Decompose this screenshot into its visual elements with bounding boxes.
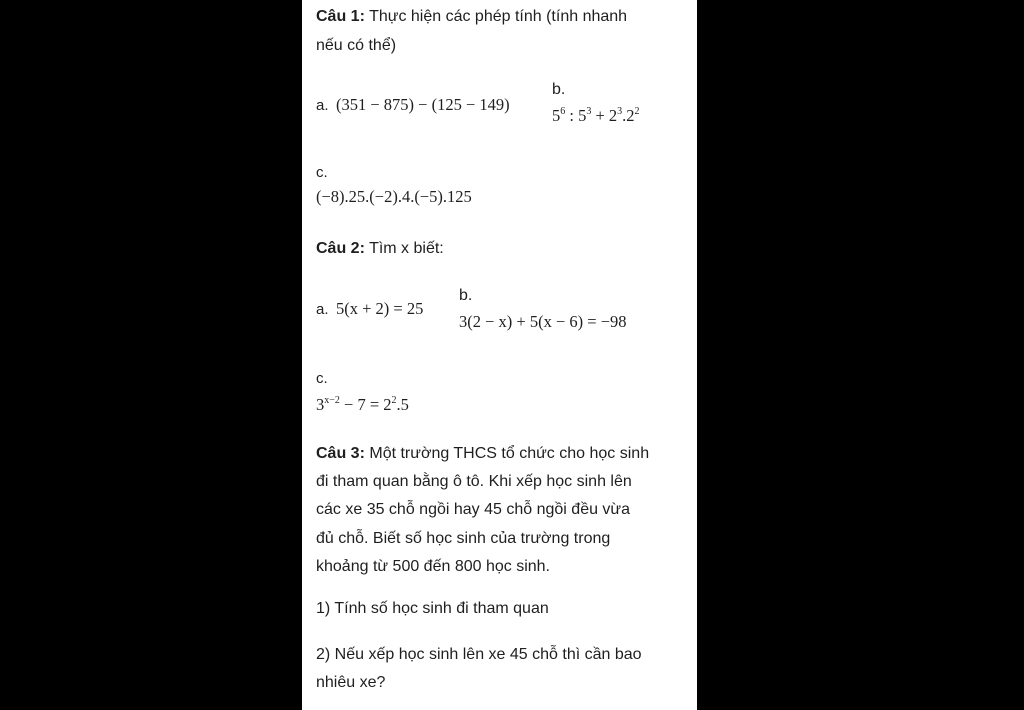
q1-heading: Câu 1:: [316, 8, 365, 25]
q1-b-exp4: 2: [634, 106, 640, 117]
q3-heading: Câu 3:: [316, 445, 365, 462]
q1-a-row: [316, 95, 510, 116]
q3-text-line1: Một trường THCS tổ chức cho học sinh: [369, 445, 650, 462]
q2-c-label: c.: [316, 370, 328, 387]
q3-text-line3: các xe 35 chỗ ngồi hay 45 chỗ ngồi đều vừa: [316, 501, 631, 518]
q1-b-exp3: 3: [617, 106, 623, 117]
q1-a-expression: (351 − 875) − (125 − 149): [335, 95, 510, 114]
q2-a-label: a.: [316, 301, 329, 318]
q2-b-expression: 3(2 − x) + 5(x − 6) = −98: [459, 312, 627, 331]
q2-b-label: b.: [459, 287, 473, 304]
q1-b-exp1: 6: [560, 106, 566, 117]
q3-text-line5: khoảng từ 500 đến 800 học sinh.: [316, 558, 550, 575]
q2-c-exp2: 2: [391, 395, 397, 406]
q2-a-row: [316, 299, 423, 320]
q2-title-line: [316, 239, 444, 259]
q1-b-expression: [552, 106, 640, 126]
q1-b-mid2: + 2: [591, 106, 618, 125]
q3-sub-question-2-line1: 2) Nếu xếp học sinh lên xe 45 chỗ thì cần bao: [316, 646, 642, 663]
q2-c-expression: [316, 395, 409, 415]
q3-sub-question-1: 1) Tính số học sinh đi tham quan: [316, 600, 549, 617]
q1-b-base1: 5: [552, 106, 561, 125]
q1-b-mid1: : 5: [565, 106, 587, 125]
q3-text-line4: đủ chỗ. Biết số học sinh của trường trong: [316, 530, 611, 547]
q3-line-1: [316, 444, 649, 464]
q1-text-line2: nếu có thể): [316, 37, 397, 54]
q1-b-exp2: 3: [586, 106, 592, 117]
q1-c-label: c.: [316, 164, 328, 181]
q1-text-line1: Thực hiện các phép tính (tính nhanh: [369, 8, 628, 25]
q1-title-line: [316, 7, 627, 27]
q2-a-expression: 5(x + 2) = 25: [335, 299, 424, 318]
q1-a-label: a.: [316, 97, 329, 114]
q1-b-mid3: .2: [622, 106, 635, 125]
q1-b-label: b.: [552, 81, 566, 98]
q2-c-base: 3: [316, 395, 325, 414]
q3-text-line2: đi tham quan bằng ô tô. Khi xếp học sinh lên: [316, 473, 632, 490]
document-page: [302, 0, 697, 710]
q2-text: Tìm x biết:: [369, 240, 444, 257]
q2-c-exp: x−2: [324, 395, 340, 406]
q2-c-rest1: − 7 = 2: [339, 395, 392, 414]
q1-c-expression: (−8).25.(−2).4.(−5).125: [316, 187, 472, 206]
q2-c-rest2: .5: [396, 395, 409, 414]
q3-sub-question-2-line2: nhiêu xe?: [316, 674, 386, 691]
q2-heading: Câu 2:: [316, 240, 365, 257]
